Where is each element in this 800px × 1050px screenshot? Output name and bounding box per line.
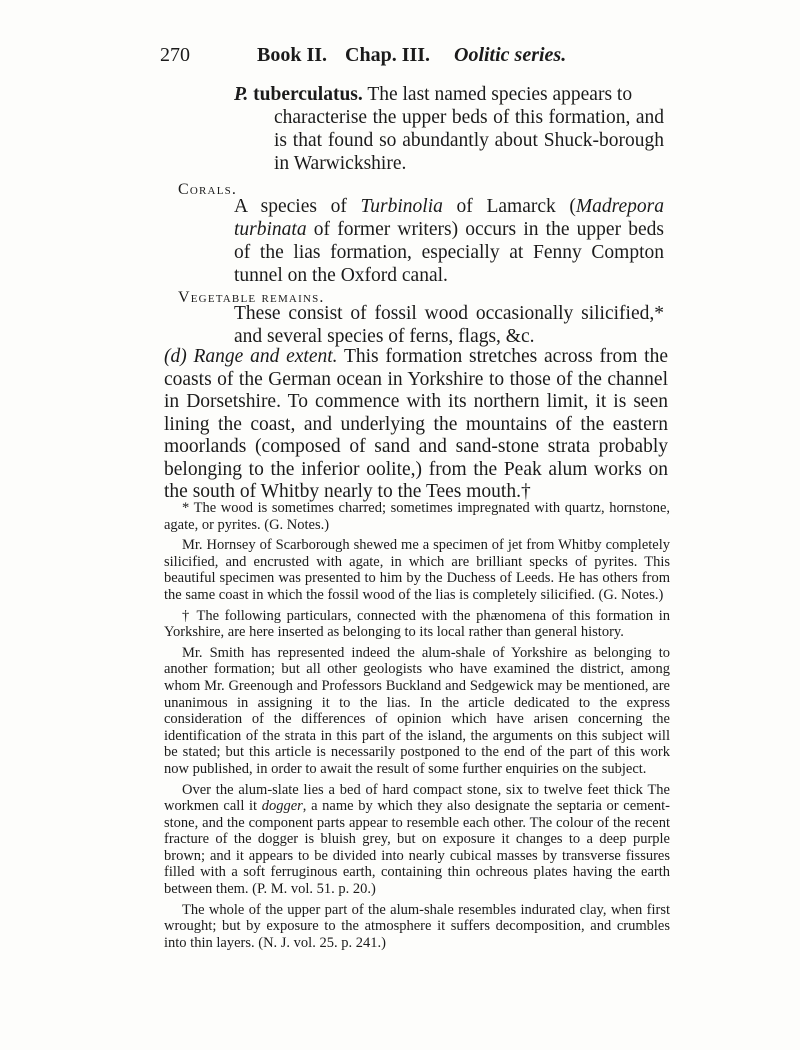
section-mark: (d) <box>164 346 187 367</box>
chapter-label: Chap. III. <box>345 44 431 66</box>
range-paragraph <box>164 346 668 504</box>
corals-text-3: of former writers) occurs in the upper beds of the lias formation, especially at Fenny Compton tunnel on the Oxford canal. <box>234 219 664 286</box>
series-label: Oolitic series. <box>454 44 567 66</box>
book-label: Book II. <box>257 44 328 66</box>
footnote-2-para-3: Over the alum-slate lies a bed of hard compact stone, six to twelve feet thick The workmen call it dogger, a name by which they also designate the septaria or cement-stone, and the component parts appear to resemble each other. The colour of the recent fracture of the dogger is bluish grey, but on exposure it changes to a deep purple brown; and it appears to be divided into nearly cubical masses by transverse fissures filled with a soft ferruginous earth, containing thin ochreous plates having the earth between them. (P. M. vol. 51. p. 20.) <box>164 781 670 898</box>
footnote-2-para-2: Mr. Smith has represented indeed the alum-shale of Yorkshire as belonging to another formation; but all other geologists who have examined the district, among whom Mr. Greenough and Professors Buckland and Sedgewick may be mentioned, are unanimous in assigning it to the lias. In the article dedicated to the express consideration of the differences of opinion which have arisen concerning the identification of the strata in this part of the island, the arguments on this subject will be stated; but this article is necessarily postponed to the end of the part of this work now published, in order to await the result of some further enquiries on the subject. <box>164 644 670 777</box>
entry-text-first: The last named species appears to <box>367 84 633 105</box>
corals-genus: Turbinolia <box>360 196 443 217</box>
footnote-1-para-2: Mr. Hornsey of Scarborough shewed me a specimen of jet from Whitby completely silicified, and encrusted with agate, in which are brilliant specks of pyrites. This beautiful specimen was presented to him by the Duchess of Leeds. He has others from the same coast in which the fossil wood of the lias is completely silicified. (G. Notes.) <box>164 537 670 603</box>
vegetable-text: These consist of fossil wood occasionally silicified,* and several species of ferns, flags, &c. <box>234 303 664 347</box>
entry-vegetable <box>234 302 664 348</box>
corals-text-1: A species of <box>234 196 361 217</box>
footnote-1-para-1: * The wood is sometimes charred; sometimes impregnated with quartz, hornstone, agate, or pyrites. (G. Notes.) <box>164 500 670 533</box>
footnote-2-para-4: The whole of the upper part of the alum-shale resembles indurated clay, when first wrought; but by exposure to the atmosphere it suffers decomposition, and crumbles into thin layers. (N. J. vol. 25. p. 241.) <box>164 901 670 951</box>
genus-abbrev: P. <box>234 84 249 105</box>
corals-synonym: Madrepora turbinata <box>234 196 665 240</box>
entry-tuberculatus <box>234 83 664 175</box>
corals-text-2: of Lamarck ( <box>442 196 576 217</box>
entry-text-rest: characterise the upper beds of this formation, and is that found so abundantly about Shuck-borough in Warwickshire. <box>274 107 664 174</box>
range-text: This formation stretches across from the coasts of the German ocean in Yorkshire to those of the channel in Dorsetshire. To commence with its northern limit, it is seen lining the coast, and underlying the mountains of the eastern moorlands (composed of sand and sand-stone strata probably belonging to the inferior oolite,) from the Peak alum works on the south of Whitby nearly to the Tees mouth.† <box>164 346 668 502</box>
entry-corals <box>234 195 664 287</box>
footnote-2-para-1: † The following particulars, connected with the phænomena of this formation in Yorkshire, are here inserted as belonging to its local rather than general history. <box>164 607 670 641</box>
corals-heading: Corals. <box>178 181 238 198</box>
section-title: Range and extent. <box>193 346 338 367</box>
page-number: 270 <box>160 44 190 66</box>
footnotes <box>164 500 670 955</box>
dogger-term: dogger <box>261 798 303 815</box>
vegetable-heading: Vegetable remains. <box>178 289 325 306</box>
species-name: tuberculatus. <box>253 84 363 105</box>
